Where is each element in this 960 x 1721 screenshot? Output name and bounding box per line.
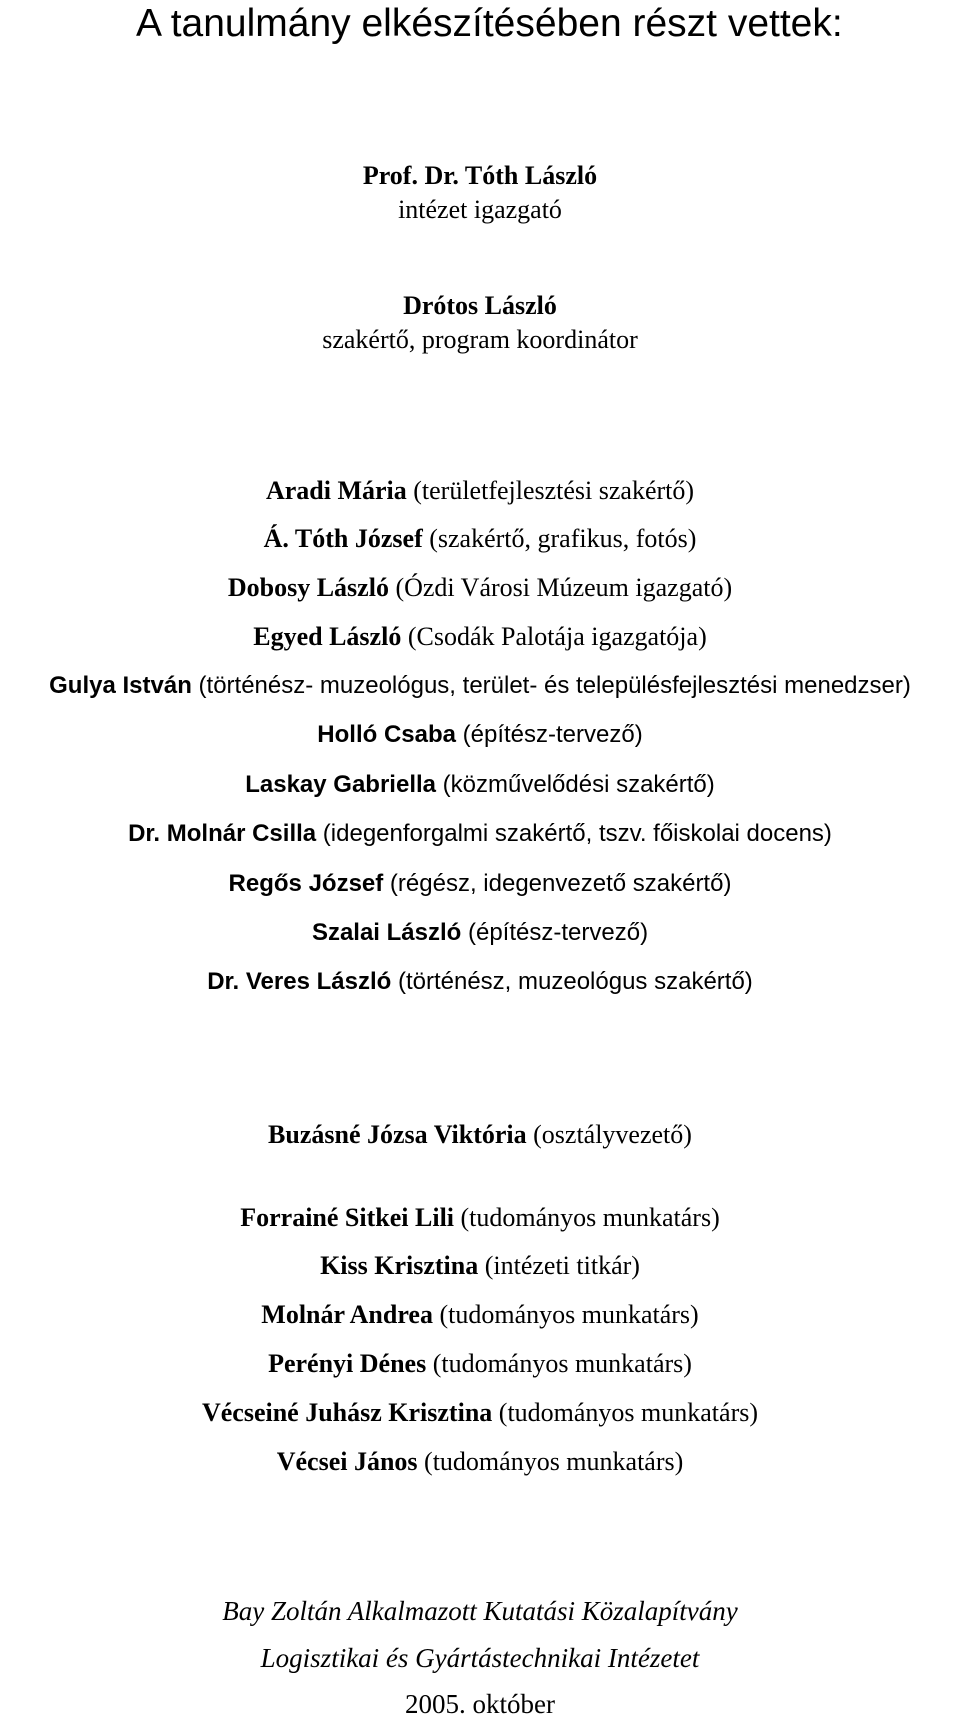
staff-entry: [0, 1202, 960, 1234]
expert-entry: [0, 769, 960, 801]
expert-desc: (Csodák Palotája igazgatója): [401, 622, 707, 651]
lead-name: Drótos László: [403, 291, 557, 320]
expert-entry: [0, 917, 960, 949]
expert-entry: [0, 966, 960, 998]
expert-entry: [0, 523, 960, 555]
expert-desc: (idegenforgalmi szakértő, tszv. főiskolai docens): [316, 820, 832, 847]
staff-name: Forrainé Sitkei Lili: [240, 1203, 455, 1232]
footer-org: Bay Zoltán Alkalmazott Kutatási Közalapítvány: [222, 1596, 738, 1626]
staff-entry: [0, 1348, 960, 1380]
lead-role: szakértő, program koordinátor: [322, 325, 638, 354]
expert-name: Egyed László: [253, 622, 402, 651]
staff-name: Buzásné Józsa Viktória: [268, 1120, 527, 1149]
staff-desc: (tudományos munkatárs): [454, 1203, 720, 1232]
footer-date: 2005. október: [405, 1689, 555, 1719]
staff-name: Vécseiné Juhász Krisztina: [201, 1398, 493, 1427]
expert-name: Holló Csaba: [317, 721, 456, 748]
expert-desc: (történész, muzeológus szakértő): [391, 968, 753, 995]
staff-entry: [0, 1250, 960, 1282]
expert-name: Aradi Mária: [265, 476, 407, 505]
expert-entry: [0, 868, 960, 900]
staff-desc: (tudományos munkatárs): [432, 1300, 699, 1329]
expert-entry: [0, 719, 960, 751]
staff-desc: (tudományos munkatárs): [426, 1349, 692, 1378]
expert-desc: (építész-tervező): [455, 721, 643, 748]
staff-name: Vécsei János: [276, 1447, 418, 1476]
staff-desc: (tudományos munkatárs): [492, 1398, 759, 1427]
footer-institute: Logisztikai és Gyártástechnikai Intézetet: [260, 1643, 700, 1673]
staff-entry: [0, 1299, 960, 1331]
expert-entry: [0, 818, 960, 850]
expert-desc: (területfejlesztési szakértő): [406, 476, 695, 505]
expert-name: Á. Tóth József: [263, 524, 423, 553]
expert-name: Laskay Gabriella: [245, 771, 436, 798]
staff-desc: (osztályvezető): [526, 1120, 692, 1149]
staff-entry: [0, 1446, 960, 1478]
expert-desc: (közművelődési szakértő): [436, 771, 715, 798]
expert-entry: [0, 670, 960, 702]
staff-name: Perényi Dénes: [268, 1349, 427, 1378]
staff-name: Kiss Krisztina: [320, 1251, 479, 1280]
expert-name: Dr. Molnár Csilla: [128, 820, 317, 847]
expert-desc: (történész- muzeológus, terület- és településfejlesztési menedzser): [191, 672, 911, 699]
expert-name: Regős József: [228, 870, 384, 897]
lead-name: Prof. Dr. Tóth László: [362, 161, 598, 190]
staff-desc: (tudományos munkatárs): [417, 1447, 684, 1476]
expert-name: Dobosy László: [227, 573, 389, 602]
staff-entry: [0, 1397, 960, 1429]
expert-desc: (építész-tervező): [461, 919, 649, 946]
expert-desc: (szakértő, grafikus, fotós): [422, 524, 697, 553]
expert-name: Gulya István: [49, 672, 192, 699]
expert-desc: (Ózdi Városi Múzeum igazgató): [388, 573, 733, 602]
staff-head-entry: [0, 1119, 960, 1151]
staff-desc: (intézeti titkár): [478, 1251, 640, 1280]
staff-name: Molnár Andrea: [261, 1300, 433, 1329]
expert-entry: [0, 621, 960, 653]
expert-name: Szalai László: [311, 919, 462, 946]
expert-name: Dr. Veres László: [207, 968, 392, 995]
expert-entry: [0, 475, 960, 507]
expert-entry: [0, 572, 960, 604]
page-title: A tanulmány elkészítésében részt vettek:: [136, 2, 843, 45]
lead-role: intézet igazgató: [398, 195, 562, 224]
expert-desc: (régész, idegenvezető szakértő): [383, 870, 732, 897]
